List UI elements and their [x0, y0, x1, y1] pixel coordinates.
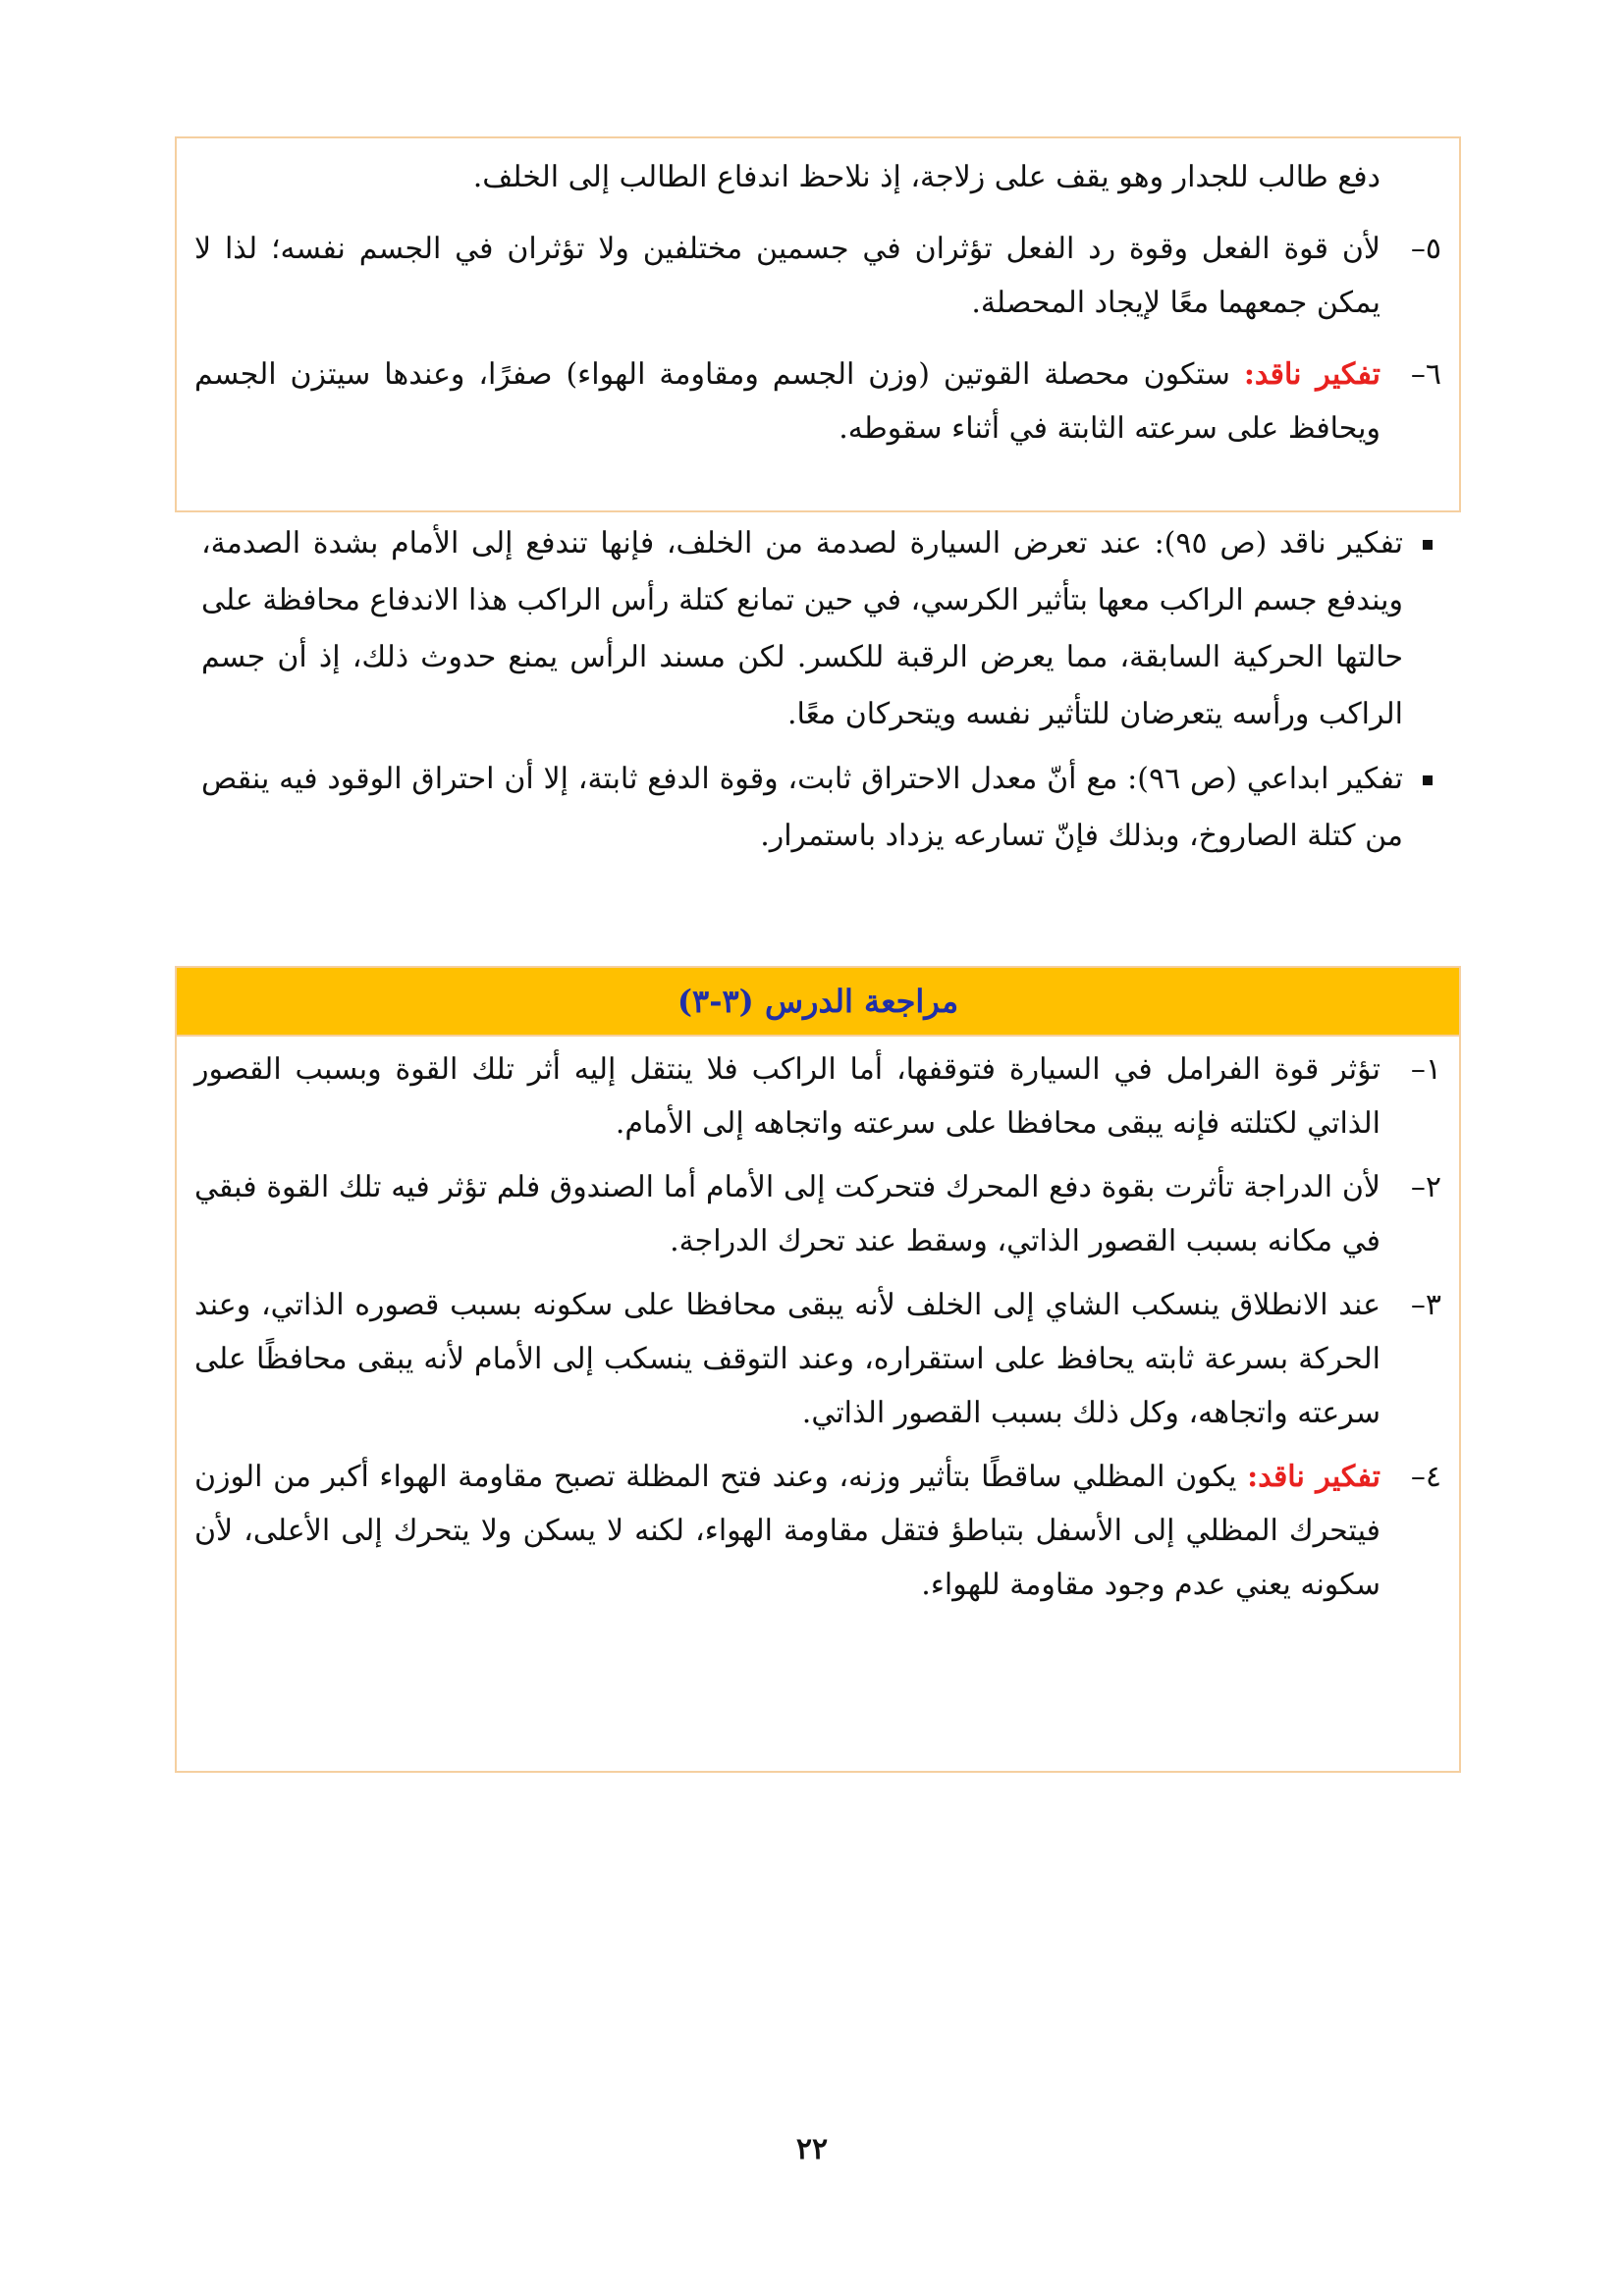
item-number: ٥– [1410, 232, 1441, 266]
square-bullet-icon [1423, 540, 1433, 550]
review-item-1 [194, 1042, 1441, 1150]
lesson-review-title: مراجعة الدرس (٣-٣) [177, 968, 1459, 1037]
item-text: عند الانطلاق ينسكب الشاي إلى الخلف لأنه يبقى محافظا على سكونه بسبب قصوره الذاتي، وعند الحركة بسرعة ثابته يحافظ على استقراره، وعند التوقف ينسكب إلى الأمام لأنه يبقى محافظًا على سرعته واتجاهه، وكل ذلك بسبب القصور الذاتي. [194, 1288, 1380, 1430]
item-text: ستكون محصلة القوتين (وزن الجسم ومقاومة الهواء) صفرًا، وعندها سيتزن الجسم ويحافظ على سرعته الثابتة في أثناء سقوطه. [194, 357, 1380, 446]
lesson-review-box [175, 966, 1461, 1773]
page-number: ٢٢ [795, 2132, 829, 2166]
item-text: لأن الدراجة تأثرت بقوة دفع المحرك فتحركت إلى الأمام أما الصندوق فلم تؤثر فيه تلك القوة فبقي في مكانه بسبب القصور الذاتي، وسقط عند تحرك الدراجة. [194, 1170, 1380, 1258]
bullet-list [201, 515, 1436, 873]
review-item-4 [194, 1450, 1441, 1612]
review-item-3 [194, 1278, 1441, 1440]
answer-item-6 [194, 347, 1441, 455]
bullet-text: تفكير ابداعي (ص ٩٦): مع أنّ معدل الاحتراق ثابت، وقوة الدفع ثابتة، إلا أن احتراق الوقود فيه ينقص من كتلة الصاروخ، وبذلك فإنّ تسارعه يزداد باستمرار. [201, 762, 1403, 853]
item-text: يكون المظلي ساقطًا بتأثير وزنه، وعند فتح المظلة تصبح مقاومة الهواء أكبر من الوزن فيتحرك المظلي إلى الأسفل بتباطؤ فتقل مقاومة الهواء، لكنه لا يسكن ولا يتحرك إلى الأعلى، لأن سكونه يعني عدم وجود مقاومة للهواء. [194, 1460, 1380, 1602]
item-text: لأن قوة الفعل وقوة رد الفعل تؤثران في جسمين مختلفين ولا تؤثران في الجسم نفسه؛ لذا لا يمكن جمعهما معًا لإيجاد المحصلة. [194, 232, 1380, 320]
item-text: تؤثر قوة الفرامل في السيارة فتوقفها، أما الراكب فلا ينتقل إليه أثر تلك القوة وبسبب القصور الذاتي لكتلته فإنه يبقى محافظا على سرعته واتجاهه إلى الأمام. [194, 1052, 1380, 1141]
item-number: ٢– [1410, 1170, 1441, 1204]
review-item-2 [194, 1160, 1441, 1268]
bullet-item-creative-thinking [201, 751, 1436, 865]
bullet-text: تفكير ناقد (ص ٩٥): عند تعرض السيارة لصدمة من الخلف، فإنها تندفع إلى الأمام بشدة الصدمة، ويندفع جسم الراكب معها بتأثير الكرسي، في حين تمانع كتلة رأس الراكب هذا الاندفاع محافظة على حالتها الحركية السابقة، مما يعرض الرقبة للكسر. لكن مسند الرأس يمنع حدوث ذلك، إذ أن جسم الراكب ورأسه يتعرضان للتأثير نفسه ويتحركان معًا. [201, 526, 1403, 731]
lesson-review-body [177, 1037, 1459, 1612]
item-number: ١– [1410, 1052, 1441, 1087]
item-number: ٣– [1410, 1288, 1441, 1322]
continuation-text: دفع طالب للجدار وهو يقف على زلاجة، إذ نلاحظ اندفاع الطالب إلى الخلف. [472, 160, 1380, 194]
item-number: ٦– [1410, 357, 1441, 392]
square-bullet-icon [1423, 775, 1433, 785]
answers-box [175, 136, 1461, 512]
item-number: ٤– [1410, 1460, 1441, 1494]
critical-thinking-label: تفكير ناقد: [1247, 1460, 1380, 1494]
answer-item-5 [194, 222, 1441, 330]
bullet-item-critical-thinking [201, 515, 1436, 743]
critical-thinking-label: تفكير ناقد: [1243, 357, 1380, 392]
